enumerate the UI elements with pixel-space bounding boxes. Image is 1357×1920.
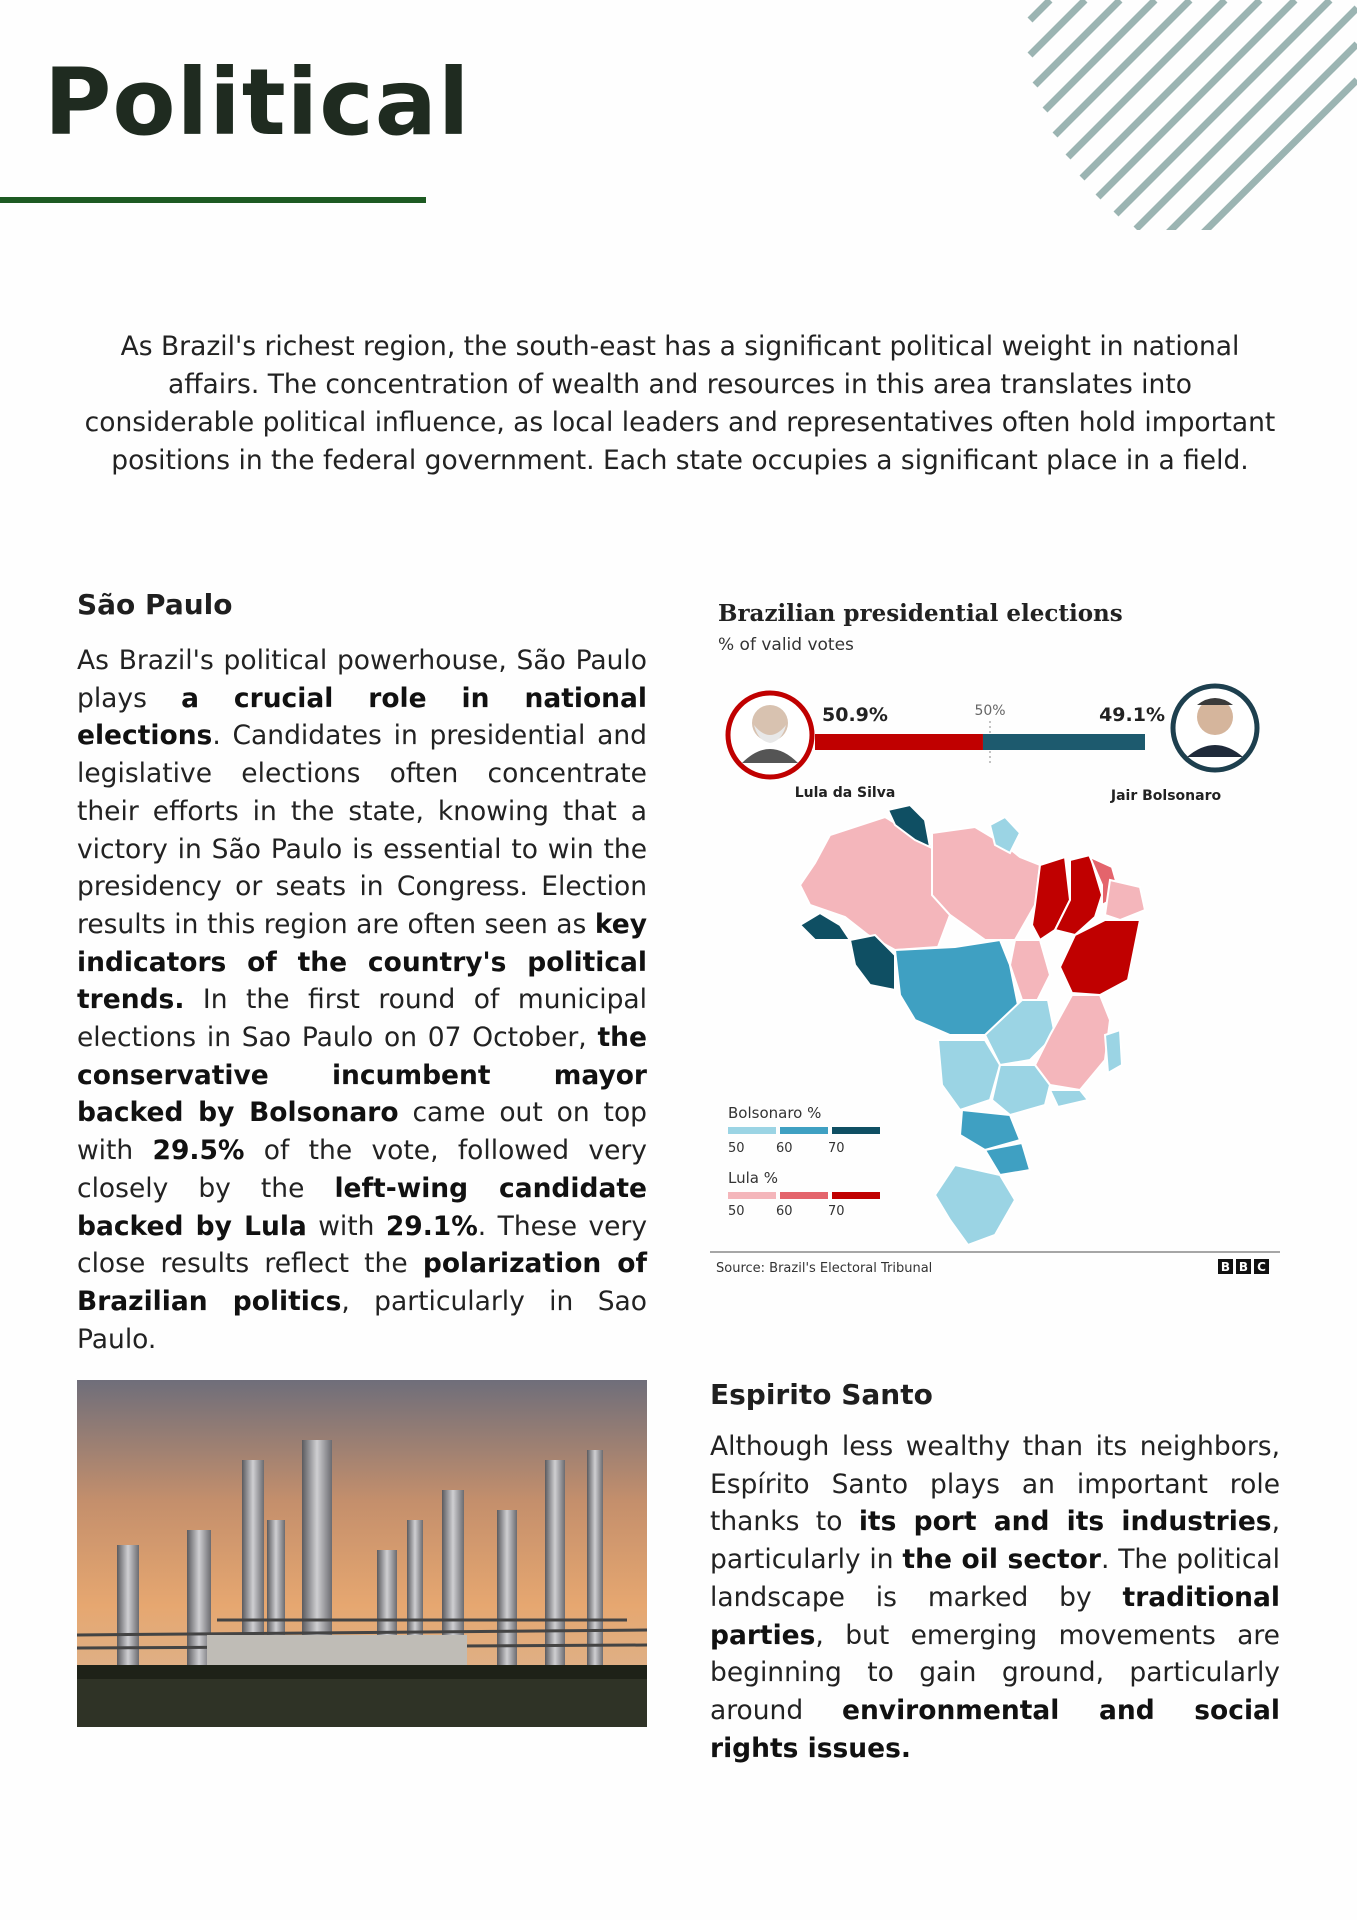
body-text: of the vote, followed very closely by the [77, 1135, 647, 1204]
map-state-northeast-coast [1105, 880, 1145, 920]
map-state-rio-de-janeiro [1050, 1090, 1088, 1107]
map-state-sao-paulo [992, 1065, 1050, 1115]
chart-title: Brazilian presidential elections [718, 600, 1123, 627]
legend-lula-tick-50: 50 [728, 1204, 745, 1219]
body-text: , particularly in [710, 1506, 1280, 1576]
intro-paragraph: As Brazil's richest region, the south-east has a significant political weight in national affairs. The concentration of wealth and resources in this area translates into considerable political influence, as local leaders and representatives often hold important positions in the federal government. Each state occupies a significant place in a field. [84, 331, 1276, 476]
decorative-stripes [1010, 0, 1357, 230]
emphasis-text: its port and its industries [858, 1506, 1272, 1538]
emphasis-text: 29.5% [152, 1135, 245, 1167]
body-text: . These very close results reflect the [77, 1210, 648, 1280]
legend-bolsonaro-swatch-mid [780, 1127, 828, 1134]
lula-avatar [728, 693, 812, 777]
legend-lula-title: Lula % [728, 1169, 778, 1187]
body-text: In the first round of municipal elections in Sao Paulo on 07 October, [77, 984, 647, 1054]
emphasis-text: 29.1% [385, 1210, 478, 1242]
title-underline [0, 197, 426, 203]
map-state-rio-grande-do-sul [935, 1165, 1015, 1245]
emphasis-text: key indicators of the country's political trends. [77, 908, 647, 1016]
body-text: Although less wealthy than its neighbors, Espírito Santo plays an important role thanks to [710, 1431, 1280, 1538]
svg-text:B: B [1220, 1260, 1231, 1274]
bolsonaro-avatar [1173, 686, 1257, 770]
sao-paulo-paragraph [77, 642, 647, 1358]
legend-lula-tick-70: 70 [828, 1204, 845, 1219]
lula-percent-label: 50.9% [822, 704, 888, 726]
legend-bolsonaro-tick-50: 50 [728, 1141, 745, 1156]
oil-refinery-photo [77, 1380, 647, 1727]
body-text: , particularly in Sao Paulo. [77, 1285, 647, 1355]
legend-bolsonaro-tick-60: 60 [776, 1141, 793, 1156]
map-state-para [932, 827, 1040, 940]
body-text: . The political landscape is marked by [710, 1544, 1280, 1613]
legend-lula-swatch-mid [780, 1192, 828, 1199]
legend-lula-swatch-low [728, 1192, 776, 1199]
emphasis-text: traditional parties [710, 1581, 1280, 1651]
legend-lula-swatch-high [832, 1192, 880, 1199]
midpoint-label: 50% [974, 703, 1006, 719]
emphasis-text: the conservative incumbent mayor backed by Bolsonaro [77, 1022, 647, 1129]
bolsonaro-vote-bar [983, 734, 1145, 750]
body-text: . Candidates in presidential and legislative elections often concentrate their efforts in the state, knowing that a victory in São Paulo is essential to win the presidency or seats in Congress. Election results in this region are often seen as [77, 720, 647, 940]
emphasis-text: a crucial role in national elections [77, 682, 647, 752]
emphasis-text: left-wing candidate backed by Lula [77, 1172, 647, 1242]
legend-lula-tick-60: 60 [776, 1204, 793, 1219]
election-infographic [710, 595, 1290, 1285]
legend-bolsonaro-swatch-low [728, 1127, 776, 1134]
espirito-santo-paragraph [710, 1428, 1280, 1767]
bolsonaro-name: Jair Bolsonaro [1110, 788, 1222, 804]
emphasis-text: polarization of Brazilian politics [77, 1248, 647, 1317]
map-state-mato-grosso-do-sul [938, 1040, 1000, 1110]
lula-vote-bar [815, 734, 983, 750]
brazil-states-map [800, 805, 1145, 1245]
svg-text:C: C [1257, 1260, 1266, 1274]
body-text: with [306, 1210, 386, 1242]
map-state-parana [960, 1110, 1020, 1150]
chart-subtitle: % of valid votes [718, 635, 854, 655]
page-title: Political [44, 49, 471, 156]
sao-paulo-heading: São Paulo [77, 588, 233, 621]
emphasis-text: the oil sector [902, 1544, 1101, 1576]
legend-bolsonaro-title: Bolsonaro % [728, 1104, 822, 1122]
body-text: As Brazil's political powerhouse, São Paulo plays [77, 645, 647, 714]
source-note: Source: Brazil's Electoral Tribunal [716, 1261, 933, 1276]
bbc-logo [1218, 1259, 1269, 1274]
map-state-espirito-santo [1105, 1030, 1122, 1073]
lula-name: Lula da Silva [794, 785, 896, 801]
espirito-santo-heading: Espirito Santo [710, 1378, 933, 1411]
legend-bolsonaro-tick-70: 70 [828, 1141, 845, 1156]
body-text: , but emerging movements are beginning to gain ground, particularly around [710, 1619, 1280, 1726]
map-state-santa-catarina [985, 1143, 1030, 1175]
svg-text:B: B [1238, 1260, 1249, 1274]
body-text: came out on top with [77, 1097, 647, 1167]
emphasis-text: environmental and social rights issues. [710, 1694, 1281, 1764]
legend-bolsonaro-swatch-high [832, 1127, 880, 1134]
bolsonaro-percent-label: 49.1% [1099, 704, 1165, 726]
